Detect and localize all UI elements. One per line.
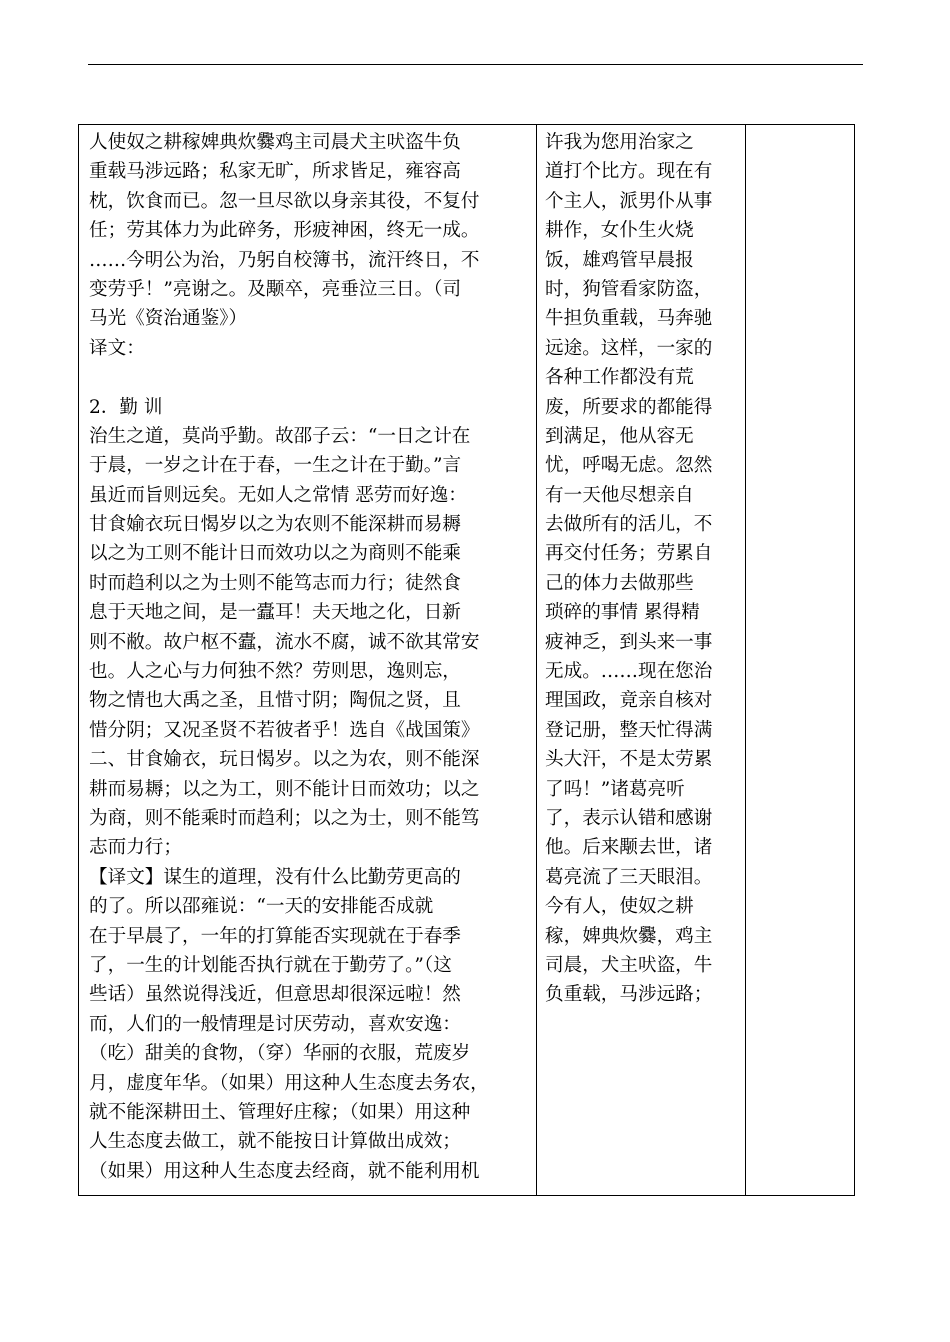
- text-line: 也。人之心与力何独不然？劳则思，逸则忘，: [89, 661, 461, 683]
- text-line: 而，人们的一般情理是讨厌劳动，喜欢安逸：: [89, 1013, 461, 1035]
- translation-line: 了，表示认错和感谢: [545, 807, 713, 829]
- text-line: 为商，则不能乘时而趋利；以之为士，则不能笃: [89, 807, 480, 829]
- text-line: 就不能深耕田土、管理好庄稼；（如果）用这种: [89, 1101, 471, 1123]
- text-line: 志而力行；: [89, 837, 182, 859]
- translation-line: 到满足，他从容无: [545, 425, 694, 447]
- text-line: 任；劳其体力为此碎务，形疲神困，终无一成。: [89, 220, 480, 242]
- translation-line: 牛担负重载，马奔驰: [545, 308, 713, 330]
- translation-line: 登记册，整天忙得满: [545, 719, 713, 741]
- text-line: 以之为工则不能计日而效功以之为商则不能乘: [89, 543, 461, 565]
- translation-line: 再交付任务；劳累自: [545, 543, 713, 565]
- translation-line: 许我为您用治家之: [545, 132, 694, 153]
- text-line: 甘食媮衣玩日愒岁以之为农则不能深耕而易耨: [89, 514, 461, 536]
- translation-line: 无成。……现在您治: [545, 661, 713, 683]
- text-line: 二、甘食媮衣，玩日愒岁。以之为农，则不能深: [89, 749, 480, 771]
- text-line: 2．勤 训: [89, 396, 163, 418]
- translation-line: 去做所有的活儿，不: [545, 514, 713, 536]
- text-line: [89, 363, 526, 392]
- text-line: 译文：: [89, 337, 145, 359]
- text-line: 枕，饮食而已。忽一旦尽欲以身亲其役，不复付: [89, 190, 480, 212]
- translation-line: 己的体力去做那些: [545, 572, 694, 594]
- translation-line: 葛亮流了三天眼泪。: [545, 866, 713, 888]
- translation-line: 个主人，派男仆从事: [545, 190, 713, 212]
- text-line: 时而趋利以之为士则不能笃志而力行；徒然食: [89, 572, 461, 594]
- translation-line: 有一天他尽想亲自: [545, 484, 694, 506]
- translation-line: 时，狗管看家防盗，: [545, 278, 713, 300]
- text-line: 月，虚度年华。（如果）用这种人生态度去务农，: [89, 1072, 489, 1094]
- translation-cell: [537, 125, 746, 1196]
- notes-block: [746, 125, 854, 1192]
- text-line: 在于早晨了，一年的打算能否实现就在于春季: [89, 925, 461, 947]
- translation-line: 头大汗，不是太劳累: [545, 749, 713, 771]
- header-rule: [88, 64, 863, 65]
- original-text-cell: [79, 125, 537, 1196]
- text-line: 则不敝。故户枢不蠹，流水不腐，诚不欲其常安: [89, 631, 480, 653]
- text-line: 息于天地之间，是一蠹耳！夫天地之化，日新: [89, 602, 461, 624]
- text-line: 【译文】谋生的道理，没有什么比勤劳更高的: [89, 866, 461, 888]
- text-line: 重载马涉远路；私家无旷，所求皆足，雍容高: [89, 161, 461, 183]
- translation-line: 饭，雄鸡管早晨报: [545, 249, 694, 271]
- table-row: [79, 125, 855, 1196]
- text-line: ……今明公为治，乃躬自校簿书，流汗终日，不: [89, 249, 480, 271]
- original-text-block: [79, 125, 536, 1195]
- text-line: 马光《资治通鉴》）: [89, 308, 248, 330]
- text-line: 物之情也大禹之圣，且惜寸阴；陶侃之贤，且: [89, 690, 461, 712]
- translation-line: 司晨，犬主吠盗，牛: [545, 954, 713, 976]
- translation-line: 他。后来颙去世，诸: [545, 837, 713, 859]
- translation-line: 远途。这样，一家的: [545, 337, 713, 359]
- text-line: 变劳乎！”亮谢之。及颙卒，亮垂泣三日。（司: [89, 278, 462, 300]
- translation-text-block: [537, 125, 745, 1195]
- translation-line: 忧，呼喝无虑。忽然: [545, 455, 713, 477]
- translation-line: 了吗！”诸葛亮听: [545, 778, 685, 800]
- translation-line: 琐碎的事情 累得精: [545, 602, 700, 624]
- translation-line: 理国政，竟亲自核对: [545, 690, 713, 712]
- text-line: 于晨，一岁之计在于春，一生之计在于勤。”言: [89, 455, 462, 477]
- translation-line: 废，所要求的都能得: [545, 396, 713, 418]
- document-table: [78, 124, 855, 1196]
- translation-line: 耕作，女仆生火烧: [545, 220, 694, 242]
- text-line: 治生之道，莫尚乎勤。故邵子云：“一日之计在: [89, 425, 471, 447]
- translation-line: 负重载，马涉远路；: [545, 984, 713, 1006]
- translation-line: 各种工作都没有荒: [545, 367, 694, 389]
- translation-line: 今有人，使奴之耕: [545, 896, 694, 918]
- text-line: 些话）虽然说得浅近，但意思却很深远啦！然: [89, 984, 461, 1006]
- text-line: （如果）用这种人生态度去经商，就不能利用机: [89, 1160, 480, 1182]
- text-line: 人使奴之耕稼婢典炊爨鸡主司晨犬主吠盗牛负: [89, 132, 461, 153]
- text-line: （吃）甜美的食物，（穿）华丽的衣服，荒废岁: [89, 1043, 471, 1065]
- text-line: 惜分阴；又况圣贤不若彼者乎！选自《战国策》: [89, 719, 480, 741]
- translation-line: 稼，婢典炊爨，鸡主: [545, 925, 713, 947]
- translation-line: 道打个比方。现在有: [545, 161, 713, 183]
- translation-line: 疲神乏，到头来一事: [545, 631, 713, 653]
- text-line: 虽近而旨则远矣。无如人之常情 恶劳而好逸：: [89, 484, 467, 506]
- text-line: 了，一生的计划能否执行就在于勤劳了。”（这: [89, 954, 452, 976]
- text-line: 人生态度去做工，就不能按日计算做出成效；: [89, 1131, 461, 1153]
- notes-cell: [746, 125, 855, 1196]
- text-line: 的了。所以邵雍说：“一天的安排能否成就: [89, 896, 434, 918]
- text-line: 耕而易耨；以之为工，则不能计日而效功；以之: [89, 778, 480, 800]
